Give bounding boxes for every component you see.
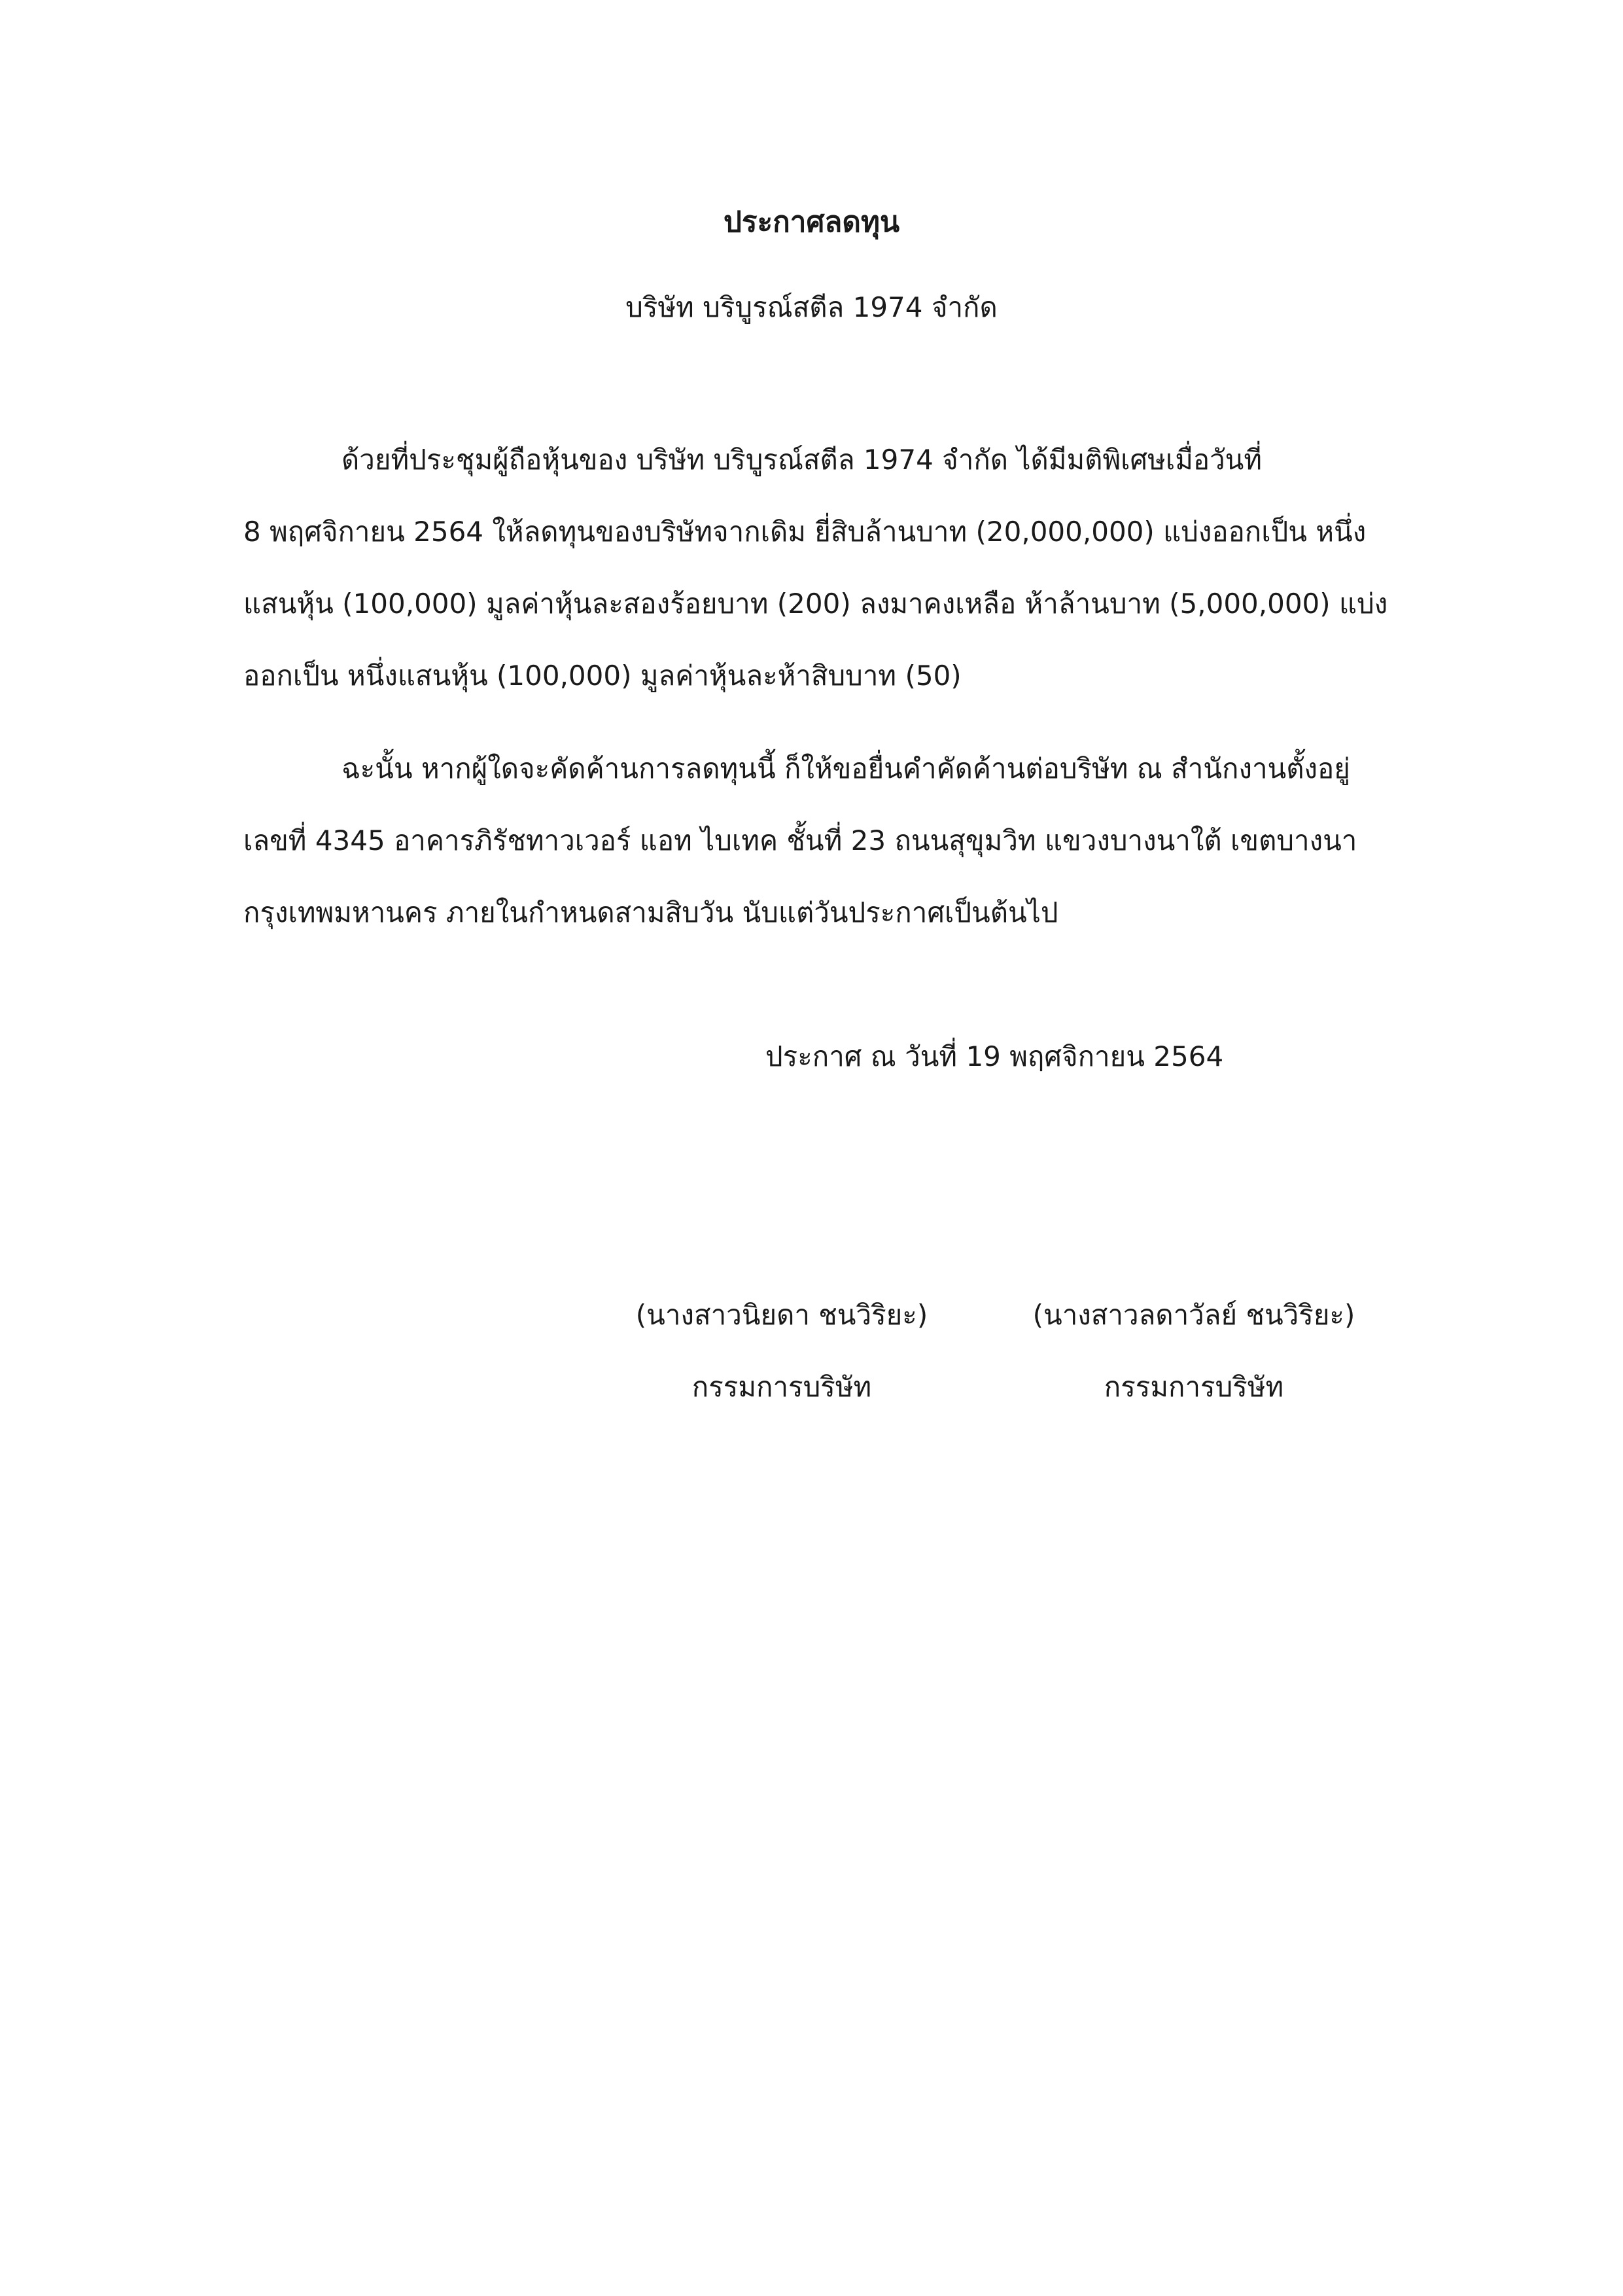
- announcement-date: ประกาศ ณ วันที่ 19 พฤศจิกายน 2564: [765, 1040, 1224, 1072]
- signatory-block: [1024, 1279, 1364, 1423]
- document-title: ประกาศลดทุน: [723, 205, 900, 239]
- signatory-name: (นางสาวลดาวัลย์ ชนวิริยะ): [1032, 1299, 1355, 1331]
- paragraph-line: 8 พฤศจิกายน 2564 ให้ลดทุนของบริษัทจากเดิม ยี่สิบล้านบาท (20,000,000) แบ่งออกเป็น หนึ่ง: [243, 516, 1367, 548]
- paragraph-line: ฉะนั้น หากผู้ใดจะคัดค้านการลดทุนนี้ ก็ให้ขอยื่นคำคัดค้านต่อบริษัท ณ สำนักงานตั้งอยู่: [341, 752, 1350, 785]
- signatory-block: [635, 1279, 929, 1423]
- paragraph-line: ด้วยที่ประชุมผู้ถือหุ้นของ บริษัท บริบูรณ์สตีล 1974 จำกัด ได้มีมติพิเศษเมื่อวันที่: [341, 444, 1263, 476]
- paragraph-line: ออกเป็น หนึ่งแสนหุ้น (100,000) มูลค่าหุ้นละห้าสิบบาท (50): [243, 660, 962, 692]
- paragraph-line: เลขที่ 4345 อาคารภิรัชทาวเวอร์ แอท ไบเทค ชั้นที่ 23 ถนนสุขุมวิท แขวงบางนาใต้ เขตบางนา: [243, 824, 1357, 857]
- signatory-position: กรรมการบริษัท: [691, 1371, 872, 1403]
- paragraph-line: กรุงเทพมหานคร ภายในกำหนดสามสิบวัน นับแต่วันประกาศเป็นต้นไป: [243, 896, 1058, 928]
- company-name: บริษัท บริบูรณ์สตีล 1974 จำกัด: [625, 291, 998, 323]
- signatory-position: กรรมการบริษัท: [1104, 1371, 1284, 1403]
- paragraph-line: แสนหุ้น (100,000) มูลค่าหุ้นละสองร้อยบาท (200) ลงมาคงเหลือ ห้าล้านบาท (5,000,000) แบ่ง: [243, 588, 1388, 620]
- objection-paragraph: [243, 733, 1385, 949]
- resolution-paragraph: [243, 424, 1388, 712]
- signatory-name: (นางสาวนิยดา ชนวิริยะ): [635, 1299, 928, 1331]
